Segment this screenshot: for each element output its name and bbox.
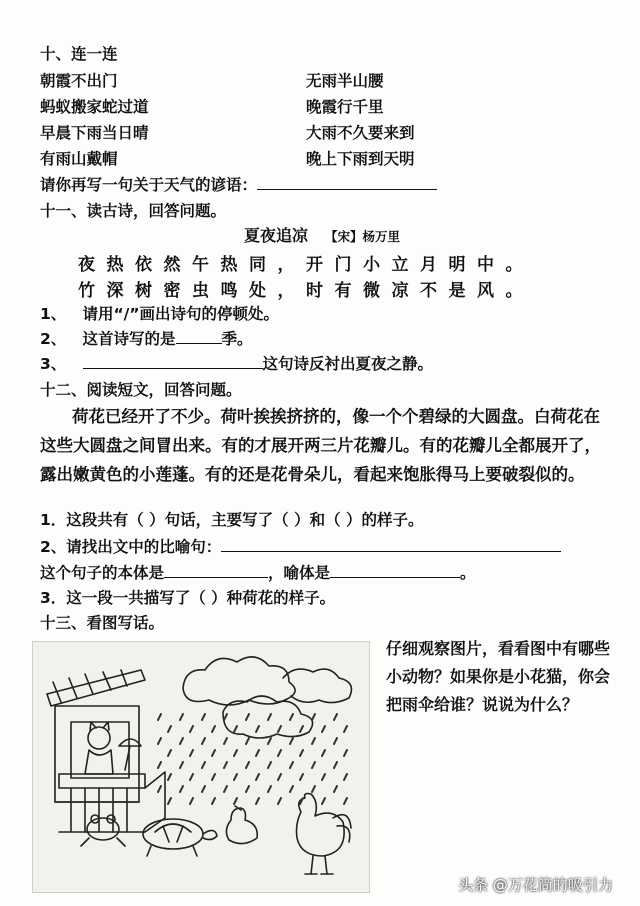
section-12-title: 十二、阅读短文，回答问题。 [40, 381, 242, 399]
match-left-2: 蚂蚁搬家蛇过道 [40, 98, 149, 116]
reading-question-2 [40, 537, 561, 557]
q2-number: 2、 [40, 330, 67, 348]
match-right-2: 晚霞行千里 [306, 98, 384, 116]
match-left-1: 朝霞不出门 [40, 72, 118, 90]
q2-label: 2、请找出文中的比喻句： [40, 538, 222, 556]
rain-icon [158, 714, 347, 804]
poem-question-3 [40, 354, 433, 374]
season-blank[interactable] [176, 329, 222, 344]
match-right-1: 无雨半山腰 [306, 72, 384, 90]
cat-icon [88, 727, 110, 749]
umbrella-icon [119, 739, 141, 746]
proverb-prompt-label: 请你再写一句关于天气的谚语： [40, 176, 258, 194]
q1-text: 请用“/”画出诗句的停顿处。 [82, 305, 280, 323]
metaphor-blank[interactable] [221, 537, 561, 552]
tenor-label: 这个句子的本体是 [40, 564, 165, 582]
proverb-prompt [40, 175, 437, 195]
poem-author: 【宋】杨万里 [325, 229, 401, 244]
q2-text-a: 这首诗写的是 [82, 330, 176, 348]
reading-passage: 荷花已经开了不少。荷叶挨挨挤挤的，像一个个碧绿的大圆盘。白荷花在这些大圆盘之间冒出来。有的才展开两三片花瓣儿。有的花瓣儿全都展开了，露出嫩黄色的小莲蓬。有的还是花骨朵儿，看起来饱胀得马上要破裂似的。 [40, 407, 601, 484]
reading-question-1: 1．这段共有（ ）句话，主要写了（ ）和（ ）的样子。 [40, 511, 424, 529]
q1-number: 1、 [40, 305, 67, 323]
poem-title: 夏夜追凉 [244, 226, 309, 245]
match-right-4: 晚上下雨到天明 [306, 150, 415, 168]
reading-question-2b [40, 563, 476, 583]
section-10-title: 十、连一连 [40, 45, 118, 63]
tenor-blank[interactable] [164, 563, 268, 578]
poem-line-2: 竹深树密虫鸣处，时有微凉不是风。 [78, 281, 534, 301]
match-left-3: 早晨下雨当日晴 [40, 124, 149, 142]
proverb-blank[interactable] [257, 175, 437, 190]
vehicle-label: ，喻体是 [268, 564, 331, 582]
match-right-3: 大雨不久要来到 [306, 124, 415, 142]
watermark: 头条 @万花筒的吸引力 [458, 876, 613, 894]
rain-scene-drawing [33, 642, 369, 892]
reading-question-3: 3．这一段一共描写了（ ）种荷花的样子。 [40, 589, 336, 607]
poem-question-1 [40, 304, 279, 324]
roof-icon [47, 670, 145, 706]
poem-line-1: 夜热依然午热同，开门小立月明中。 [78, 255, 534, 275]
q3-text: 这句诗反衬出夏夜之静。 [262, 355, 434, 373]
period: 。 [460, 564, 476, 582]
duck-icon [226, 808, 257, 844]
match-left-4: 有雨山戴帽 [40, 150, 118, 168]
q2-text-b: 季。 [221, 330, 253, 348]
cloud-icon [183, 657, 295, 705]
picture-prompt: 仔细观察图片，看看图中有哪些小动物？如果你是小花猫，你会把雨伞给谁？说说为什么？ [386, 639, 611, 714]
section-13-title: 十三、看图写话。 [40, 614, 165, 632]
vehicle-blank[interactable] [330, 563, 460, 578]
rooster-icon [297, 794, 345, 857]
section-11-title: 十一、读古诗，回答问题。 [40, 202, 227, 220]
rain-scene-picture [32, 641, 370, 893]
line-blank[interactable] [83, 354, 263, 369]
q3-number: 3、 [40, 355, 67, 373]
poem-question-2 [40, 329, 253, 349]
